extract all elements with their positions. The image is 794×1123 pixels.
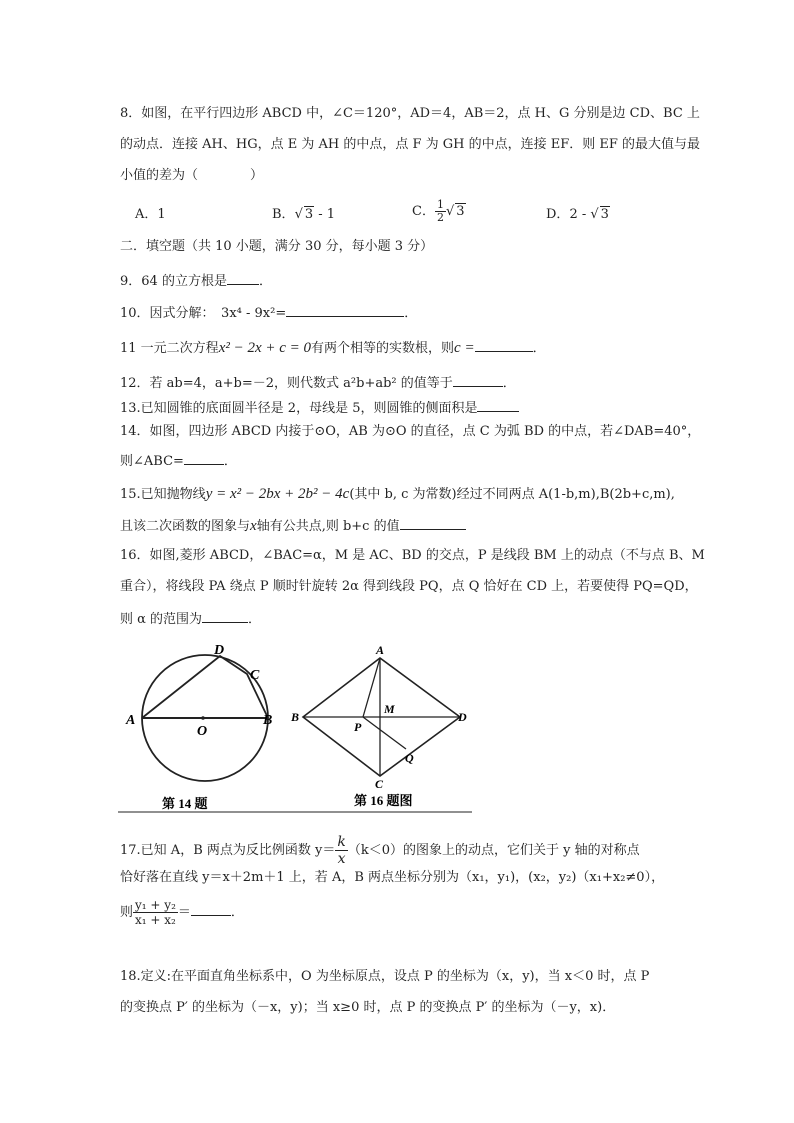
segment-pq [363, 717, 406, 749]
figures [0, 638, 794, 838]
q8-option-a [135, 203, 166, 222]
label-q: Q [405, 751, 414, 765]
q12-end: ． [502, 376, 516, 391]
center-dot [201, 716, 205, 720]
q11-end: ． [532, 341, 546, 356]
q8-option-a-label: A． [135, 207, 158, 222]
q14-line2-text: 则∠ABC= [120, 454, 184, 469]
q15-line2 [120, 517, 466, 535]
q14-line2 [120, 452, 237, 470]
q14-line1: 14．如图，四边形 ABCD 内接于⊙O，AB 为⊙O 的直径，点 C 为弧 BD 的中点，若∠DAB=40°， [120, 424, 701, 439]
q8-option-a-value: 1 [157, 207, 166, 222]
answer-blank[interactable] [475, 339, 533, 352]
q17-post: （k＜0）的图象上的动点，它们关于 y 轴的对称点 [347, 843, 640, 858]
label-b: B [291, 710, 300, 724]
q12-text: 12．若 ab=4，a+b=－2，则代数式 a²b+ab² 的值等于 [120, 376, 453, 391]
q15-post: (其中 b, c 为常数)经过不同两点 A(1-b,m),B(2b+c,m), [349, 487, 675, 502]
q8-option-c-radicand: 3 [456, 204, 465, 219]
q8-option-d [546, 203, 610, 222]
q8-option-d-label: D． [546, 207, 570, 222]
answer-blank[interactable] [227, 272, 259, 285]
q11-equation: x² − 2x + c = 0 [218, 340, 312, 356]
label-p: P [354, 720, 362, 734]
section-title: 二．填空题（共 10 小题，满分 30 分，每小题 3 分） [120, 239, 434, 254]
q13-text: 13.已知圆锥的底面圆半径是 2，母线是 5，则圆锥的侧面积是 [120, 401, 478, 416]
q16-end: ． [248, 612, 262, 627]
q8-option-c-num: 1 [436, 198, 444, 211]
label-b: B [263, 713, 273, 728]
q16-line3-text: 则 α 的范围为 [120, 612, 203, 627]
q17-line2: 恰好落在直线 y＝x＋2m＋1 上，若 A，B 两点坐标分别为（x₁，y₁)，(x₂，y₂)（x₁+x₂≠0）， [120, 870, 665, 885]
answer-blank[interactable] [477, 399, 519, 412]
q9-end: ． [258, 274, 272, 289]
q11-mid: 有两个相等的实数根，则 [311, 341, 455, 356]
q15-equation: y = x² − 2bx + 2b² − 4c [205, 486, 350, 502]
q8-option-d-radicand: 3 [600, 207, 609, 222]
q17-line3 [120, 898, 244, 927]
q16-line1: 16．如图,菱形 ABCD，∠BAC=α，M 是 AC、BD 的交点，P 是线段 BM 上的动点（不与点 B、M [120, 548, 705, 563]
label-d: D [458, 710, 467, 724]
q17-end: ． [230, 905, 244, 920]
sqrt-icon: √ [294, 207, 303, 222]
q10-text: 10．因式分解： 3x⁴ - 9x²= [120, 306, 287, 321]
q17-x: x [337, 851, 346, 867]
label-d: D [214, 643, 225, 658]
q8-line2: 的动点．连接 AH、HG，点 E 为 AH 的中点，点 F 为 GH 的中点，连接 EF．则 EF 的最大值与最 [120, 137, 701, 152]
q17-k: k [337, 834, 346, 850]
q8-line1: 8．如图，在平行四边形 ABCD 中，∠C＝120°，AD＝4，AB＝2，点 H、G 分别是边 CD、BC 上 [120, 106, 700, 121]
label-m: M [384, 702, 395, 716]
figure-14 [125, 643, 272, 811]
answer-blank[interactable] [191, 903, 231, 916]
q12 [120, 374, 516, 392]
caption-16: 第 16 题图 [354, 793, 413, 808]
q17-then: 则 [120, 905, 134, 920]
q17-line1 [120, 834, 640, 867]
q17-k-over-x [335, 834, 347, 867]
q8-option-c-label: C． [412, 204, 435, 219]
q17-fraction [133, 898, 178, 927]
q8-option-b-radicand: 3 [304, 207, 314, 222]
q8-option-c-fraction [435, 199, 446, 224]
figure-16 [290, 643, 467, 808]
q16-line2: 重合），将线段 PA 绕点 P 顺时针旋转 2α 得到线段 PQ，点 Q 恰好在 CD 上，若要使得 PQ=QD， [120, 579, 698, 594]
q13 [120, 399, 519, 417]
q15-line2a: 且该二次函数的图象与 [120, 519, 251, 534]
answer-blank[interactable] [286, 304, 404, 317]
q11 [120, 339, 546, 357]
answer-blank[interactable] [202, 610, 248, 623]
q14-end: ． [223, 454, 237, 469]
answer-blank[interactable] [453, 374, 503, 387]
q8-line3: 小值的差为（ ） [120, 168, 264, 183]
q18-line1: 18.定义:在平面直角坐标系中，O 为坐标原点，设点 P 的坐标为（x，y)，当 x＜0 时，点 P [120, 969, 650, 984]
q8-option-c [412, 199, 466, 224]
label-a: A [126, 713, 136, 728]
q9-text: 9．64 的立方根是 [120, 274, 227, 289]
q9 [120, 272, 272, 290]
q17-eq: ＝ [177, 905, 191, 920]
answer-blank[interactable] [400, 517, 466, 530]
q8-option-b-label: B． [272, 207, 295, 222]
q16-line3 [120, 610, 261, 628]
q15-line2b: 轴有公共点,则 b+c 的值 [256, 519, 400, 534]
q8-option-b [272, 203, 335, 222]
q11-pre: 11 一元二次方程 [120, 341, 219, 356]
q11-var: c = [454, 340, 475, 356]
quadrilateral-abcd [142, 656, 268, 718]
q8-option-c-den: 2 [436, 211, 444, 224]
q15-line1 [120, 486, 675, 503]
caption-14: 第 14 题 [162, 796, 208, 811]
q17-numerator: y₁ + y₂ [135, 898, 176, 912]
label-c: C [250, 668, 260, 683]
q17-denominator: x₁ + x₂ [135, 913, 176, 927]
answer-blank[interactable] [184, 452, 224, 465]
sqrt-icon: √ [590, 207, 599, 222]
q8-option-d-head: 2 - [569, 207, 591, 222]
q8-option-b-tail: - 1 [314, 207, 336, 222]
q17-pre: 17.已知 A，B 两点为反比例函数 y＝ [120, 843, 336, 858]
label-a: A [376, 643, 385, 657]
q15-x-var: x [250, 518, 257, 534]
segment-pa [363, 658, 380, 717]
q15-pre: 15.已知抛物线 [120, 487, 206, 502]
sqrt-icon: √ [445, 204, 455, 219]
q10-end: ． [404, 306, 418, 321]
q18-line2: 的变换点 P′ 的坐标为（－x，y)；当 x≥0 时，点 P 的变换点 P′ 的坐标为（－y，x)． [120, 1000, 616, 1015]
label-c: C [375, 777, 384, 791]
q10 [120, 304, 417, 322]
label-o: O [197, 724, 208, 739]
